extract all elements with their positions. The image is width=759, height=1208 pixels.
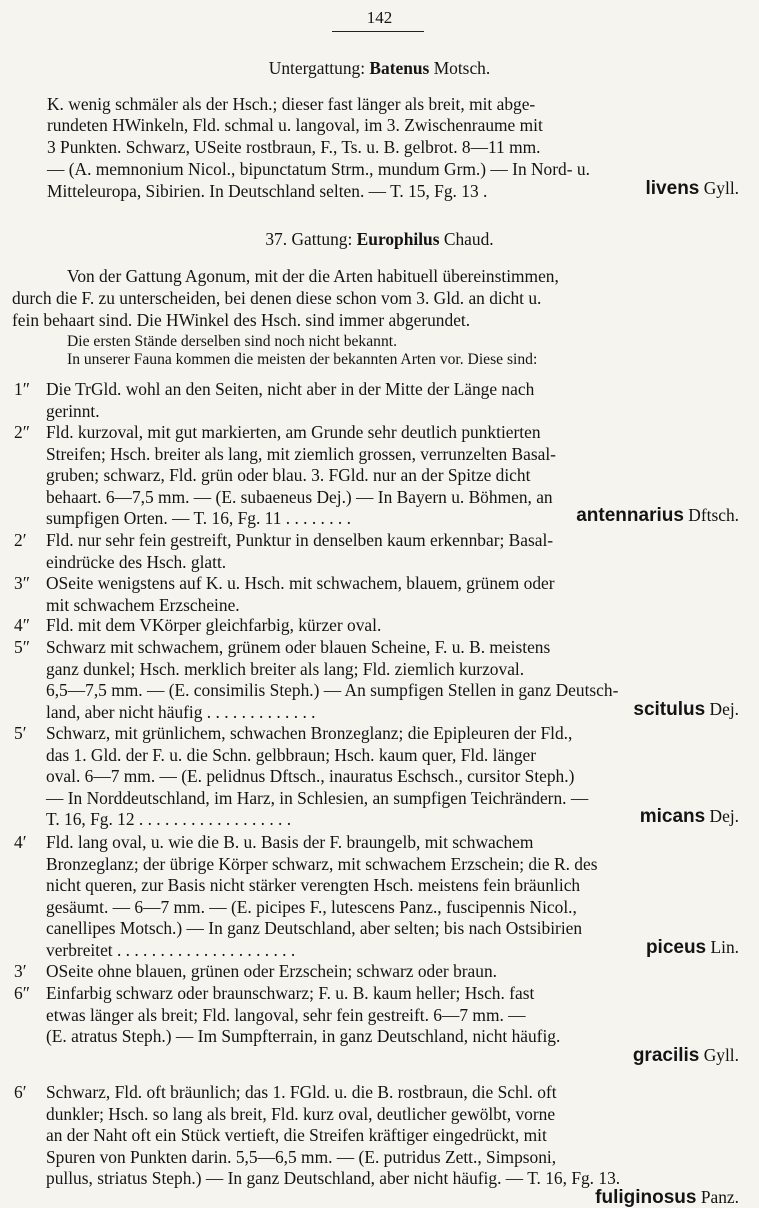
key-marker: 3′ <box>14 961 27 981</box>
species-antennarius <box>576 505 739 526</box>
key-line: pullus, striatus Steph.) — In ganz Deutschland, aber nicht häufig. — T. 16, Fg. 13. <box>46 1168 621 1189</box>
key-line: dunkler; Hsch. so lang als breit, Fld. kurz oval, deutlicher gewölbt, vorne <box>46 1103 556 1124</box>
batenus-line: K. wenig schmäler als der Hsch.; dieser fast länger als breit, mit abge- <box>47 94 536 114</box>
key-marker: 2″ <box>14 422 30 442</box>
key-line: Fld. lang oval, u. wie die B. u. Basis der F. braungelb, mit schwachem <box>46 832 534 852</box>
key-line: eindrücke des Hsch. glatt. <box>46 551 227 572</box>
key-line: etwas länger als breit; Fld. langoval, sehr fein gestreift. 6—7 mm. — <box>46 1004 526 1025</box>
key-line: Schwarz, mit grünlichem, schwachen Bronzeglanz; die Epipleuren der Fld., <box>46 723 573 743</box>
key-line: Fld. mit dem VKörper gleichfarbig, kürzer oval. <box>46 615 382 635</box>
key-line: sumpfigen Orten. — T. 16, Fg. 11 . . . . . . . . <box>46 508 351 529</box>
key-line: Schwarz, Fld. oft bräunlich; das 1. FGld. u. die B. rostbraun, die Schl. oft <box>46 1082 557 1102</box>
page-number: 142 <box>366 8 393 27</box>
key-line: land, aber nicht häufig . . . . . . . . . . . . . <box>46 701 316 722</box>
species-micans <box>640 806 739 827</box>
key-line: gesäumt. — 6—7 mm. — (E. picipes F., lutescens Panz., fuscipennis Nicol., <box>46 896 577 917</box>
header-rule <box>332 31 424 32</box>
key-line: mit schwachem Erzscheine. <box>46 594 240 615</box>
key-line: OSeite wenigstens auf K. u. Hsch. mit schwachem, blauem, grünem oder <box>46 573 555 593</box>
key-line: verbreitet . . . . . . . . . . . . . . . . . . . . . <box>46 940 296 960</box>
batenus-line: rundeten HWinkeln, Fld. schmal u. langoval, im 3. Zwischenraume mit <box>47 115 543 135</box>
key-marker: 6′ <box>14 1082 27 1102</box>
key-marker: 5′ <box>14 723 27 743</box>
key-line: Die TrGld. wohl an den Seiten, nicht aber in der Mitte der Länge nach <box>46 379 535 399</box>
batenus-line: — (A. memnonium Nicol., bipunctatum Strm., mundum Grm.) — In Nord- u. <box>47 159 590 179</box>
species-livens: livens Gyll. <box>645 178 739 199</box>
genus-intro-line: durch die F. zu unterscheiden, bei denen diese schon vom 3. Gld. an dicht u. <box>12 288 542 308</box>
species-name: gracilis <box>632 1044 700 1066</box>
key-line: T. 16, Fg. 12 . . . . . . . . . . . . . . . . . . <box>46 809 292 830</box>
key-line: ganz dunkel; Hsch. merklich breiter als lang; Fld. ziemlich kurzoval. <box>46 658 525 679</box>
key-line: das 1. Gld. der F. u. die Schn. gelbbraun; Hsch. kaum quer, Fld. länger <box>46 744 537 765</box>
genus-note-line: In unserer Fauna kommen die meisten der bekannten Arten vor. Diese sind: <box>67 351 538 368</box>
key-line: Bronzeglanz; der übrige Körper schwarz, mit schwachem Erzschein; die R. des <box>46 853 598 874</box>
batenus-line: 3 Punkten. Schwarz, USeite rostbraun, F., Ts. u. B. gelbrot. 8—11 mm. <box>47 137 541 157</box>
species-scitulus <box>633 699 739 720</box>
genus-intro-line: fein behaart sind. Die HWinkel des Hsch. sind immer abgerundet. <box>12 310 471 330</box>
key-line: Fld. nur sehr fein gestreift, Punktur in denselben kaum erkennbar; Basal- <box>46 530 554 550</box>
key-line: (E. atratus Steph.) — Im Sumpfterrain, in ganz Deutschland, nicht häufig. <box>46 1026 561 1047</box>
genus-note-line: Die ersten Stände derselben sind noch nicht bekannt. <box>67 333 397 350</box>
species-author: Lin. <box>706 937 739 957</box>
key-marker: 2′ <box>14 530 27 550</box>
species-author: Gyll. <box>699 1044 739 1065</box>
key-line: oval. 6—7 mm. — (E. pelidnus Dftsch., inauratus Eschsch., cursitor Steph.) <box>46 766 575 787</box>
species-author: Dej. <box>705 806 739 827</box>
species-fuliginosus <box>595 1187 739 1208</box>
key-marker: 1″ <box>14 379 30 399</box>
key-marker: 4′ <box>14 832 27 852</box>
key-marker: 5″ <box>14 637 30 657</box>
species-author: Dej. <box>705 698 739 719</box>
batenus-line: Mitteleuropa, Sibirien. In Deutschland selten. — T. 15, Fg. 13 . <box>47 181 488 201</box>
species-name: scitulus <box>633 698 706 720</box>
species-gracilis <box>633 1045 739 1066</box>
species-name: piceus <box>645 937 707 958</box>
key-line: — In Norddeutschland, im Harz, in Schlesien, an sumpfigen Teichrändern. — <box>46 787 589 808</box>
key-marker: 6″ <box>14 983 30 1003</box>
species-name: antennarius <box>576 505 684 527</box>
genus-heading: 37. Gattung: Europhilus Chaud. <box>265 229 494 249</box>
key-line: Schwarz mit schwachem, grünem oder blauen Scheine, F. u. B. meistens <box>46 637 551 657</box>
key-line: Spuren von Punkten darin. 5,5—6,5 mm. — (E. putridus Zett., Simpsoni, <box>46 1146 557 1167</box>
genus-intro-line: Von der Gattung Agonum, mit der die Arten habituell übereinstimmen, <box>67 266 559 286</box>
key-line: OSeite ohne blauen, grünen oder Erzschein; schwarz oder braun. <box>46 961 498 981</box>
key-marker: 3″ <box>14 573 30 593</box>
key-line: gerinnt. <box>46 400 100 421</box>
species-name: fuliginosus <box>595 1187 697 1208</box>
key-line: 6,5—7,5 mm. — (E. consimilis Steph.) — An sumpfigen Stellen in ganz Deutsch- <box>46 680 619 701</box>
key-line: nicht queren, zur Basis nicht stärker verengten Hsch. meistens fein bräunlich <box>46 875 581 896</box>
key-line: Streifen; Hsch. breiter als lang, mit ziemlich grossen, verrunzelten Basal- <box>46 443 556 464</box>
key-line: behaart. 6—7,5 mm. — (E. subaeneus Dej.) — In Bayern u. Böhmen, an <box>46 486 553 507</box>
key-line: gruben; schwarz, Fld. grün oder blau. 3. FGld. nur an der Spitze dicht <box>46 465 531 486</box>
species-name: micans <box>639 806 706 828</box>
species-piceus <box>646 937 739 958</box>
species-author: Dftsch. <box>683 505 739 526</box>
species-author: Panz. <box>696 1187 739 1207</box>
key-line: Einfarbig schwarz oder braunschwarz; F. u. B. kaum heller; Hsch. fast <box>46 983 535 1003</box>
key-line: canellipes Motsch.) — In ganz Deutschland, aber selten; bis nach Ostsibirien <box>46 918 583 939</box>
key-marker: 4″ <box>14 615 30 635</box>
subgenus-heading: Untergattung: Batenus Motsch. <box>268 58 491 78</box>
key-line: Fld. kurzoval, mit gut markierten, am Grunde sehr deutlich punktierten <box>46 422 541 442</box>
key-line: an der Naht oft ein Stück vertieft, die Streifen kräftiger eingedrückt, mit <box>46 1125 547 1146</box>
